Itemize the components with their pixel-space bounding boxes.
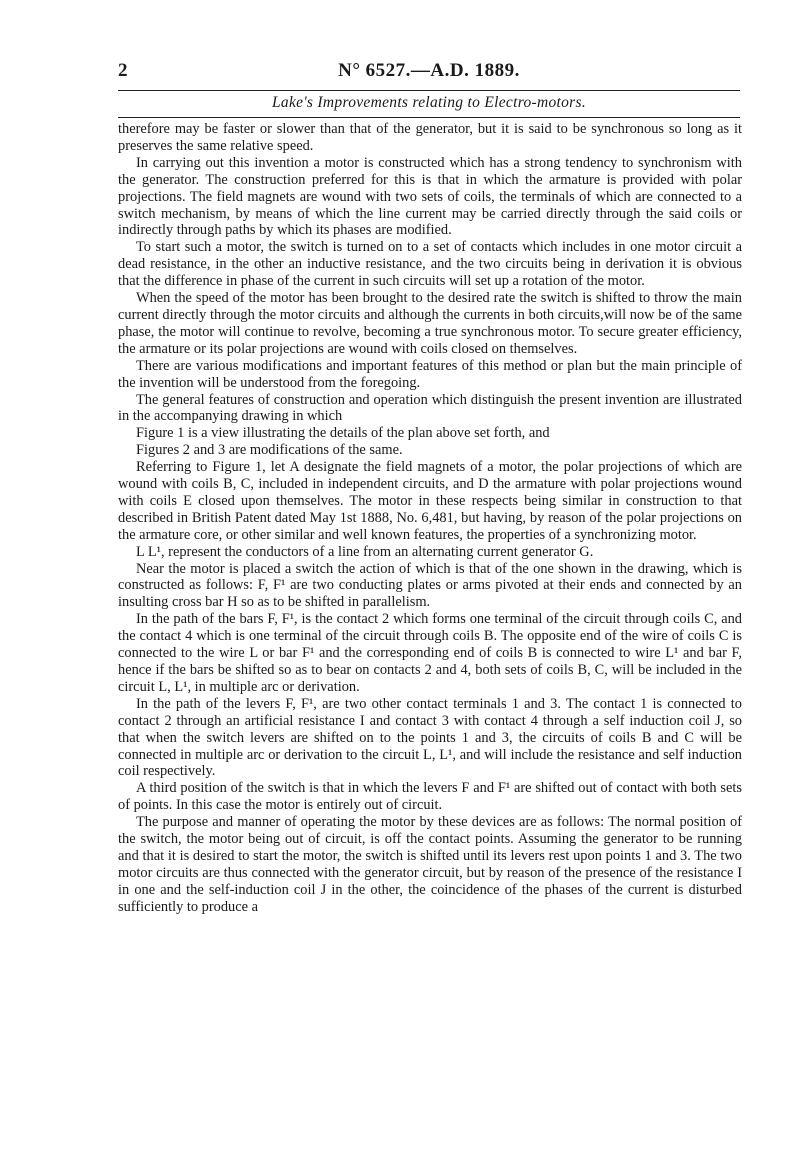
header-rule-bottom	[118, 117, 740, 118]
paragraph-third-position: A third position of the switch is that in which the levers F and F¹ are shifted out of contact with both sets of points. In this case the motor is entirely out of circuit.	[118, 780, 742, 814]
patent-title: N° 6527.—A.D. 1889.	[338, 60, 520, 81]
running-head: Lake's Improvements relating to Electro-motors.	[271, 94, 587, 111]
paragraph-operation: The purpose and manner of operating the motor by these devices are as follows: The normal position of the switch, the motor being out of circuit, is off the contact points. Assuming the generator to be running and that it is desired to start the motor, the switch is shifted until its levers rest upon points 1 and 3. The two motor circuits are thus connected with the generator circuit, but by reason of the presence of the resistance I in one and the self-induction coil J in the other, the coincidence of the phases of the current is disturbed sufficiently to produce a	[118, 814, 742, 915]
header-rule-top	[118, 90, 740, 91]
paragraph-contacts-1-3: In the path of the levers F, F¹, are two other contact terminals 1 and 3. The contact 1 is connected to contact 2 through an artificial resistance I and contact 3 with contact 4 through a self induction coil J, so that when the switch levers are shifted on to the points 1 and 3, the circuits of coils B and C will be connected in multiple arc or derivation to the circuit L, L¹, and will include the resistance and self induction coil respectively.	[118, 695, 742, 780]
paragraph-contacts-2-4: In the path of the bars F, F¹, is the contact 2 which forms one terminal of the circuit through coils C, and the contact 4 which is one terminal of the circuit through coils B. The opposite end of the wire of coils C is connected to the wire L or bar F¹ and the corresponding end of coils B is connected to wire L¹ and bar F, hence if the bars be shifted so as to bear on contacts 2 and 4, both sets of coils B, C, will be included in the circuit L, L¹, in multiple arc or derivation.	[118, 611, 742, 695]
paragraph-continuation: therefore may be faster or slower than that of the generator, but it is said to be synchronous so long as it preserves the same relative speed.	[118, 121, 742, 154]
paragraph-conductors: L L¹, represent the conductors of a line from an alternating current generator G.	[136, 543, 594, 560]
paragraph-general-features: The general features of construction and operation which distinguish the present invention are illustrated in the accompanying drawing in which	[118, 391, 742, 425]
paragraph-figure-1: Figure 1 is a view illustrating the details of the plan above set forth, and	[136, 425, 550, 442]
paragraph-switch: Near the motor is placed a switch the action of which is that of the one shown in the drawing, which is constructed as follows: F, F¹ are two conducting plates or arms pivoted at their ends and connected by an insulting cross bar H so as to be shifted in parallelism.	[118, 560, 742, 611]
paragraph-synchronism: In carrying out this invention a motor is constructed which has a strong tendency to synchronism with the generator. The construction preferred for this is that in which the armature is provided with polar projections. The field magnets are wound with two sets of coils, the terminals of which are connected to a switch mechanism, by means of which the line current may be carried directly through the said coils or indirectly through paths by which its phases are modified.	[118, 154, 742, 239]
paragraph-referring: Referring to Figure 1, let A designate the field magnets of a motor, the polar projections of which are wound with coils B, C, included in independent circuits, and D the armature with polar projections wound with coils E closed upon themselves. The motor in these respects being similar in construction to that described in British Patent dated May 1st 1888, No. 6,481, but having, by reason of the polar projections on the armature core, or other similar and well known features, the properties of a synchronizing motor.	[118, 459, 742, 543]
page-number: 2	[118, 60, 128, 81]
paragraph-start-motor: To start such a motor, the switch is turned on to a set of contacts which includes in one motor circuit a dead resistance, in the other an inductive resistance, and the two circuits being in derivation it is obvious that the difference in phase of the current in such circuits will set up a rotation of the motor.	[118, 239, 742, 290]
body-text	[118, 121, 742, 916]
page-header	[118, 60, 740, 84]
paragraph-figures-2-3: Figures 2 and 3 are modifications of the same.	[136, 442, 403, 459]
paragraph-modifications: There are various modifications and important features of this method or plan but the main principle of the invention will be understood from the foregoing.	[118, 357, 742, 391]
paragraph-speed: When the speed of the motor has been brought to the desired rate the switch is shifted to throw the main current directly through the motor circuits and although the currents in both circuits,will now be of the same phase, the motor will continue to revolve, becoming a true synchronous motor. To secure greater efficiency, the armature or its polar projections are wound with coils closed on themselves.	[118, 290, 742, 357]
